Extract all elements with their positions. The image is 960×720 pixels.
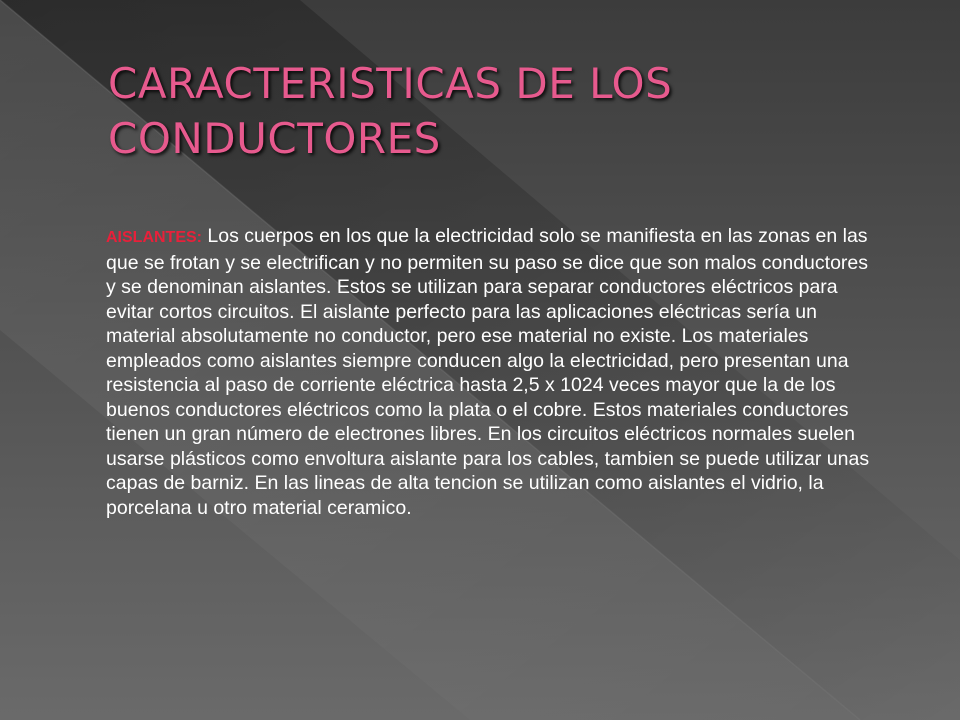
slide-body — [106, 224, 876, 520]
body-paragraph: Los cuerpos en los que la electricidad solo se manifiesta en las zonas en las que se frotan y se electrifican y no permiten su paso se dice que son malos conductores y se denominan aislantes. Estos se utilizan para separar conductores eléctricos para evitar cortos circuitos. El aislante perfecto para las aplicaciones eléctricas sería un material absolutamente no conductor, pero ese material no existe. Los materiales empleados como aislantes siempre conducen algo la electricidad, pero presentan una resistencia al paso de corriente eléctrica hasta 2,5 x 1024 veces mayor que la de los buenos conductores eléctricos como la plata o el cobre. Estos materiales conductores tienen un gran número de electrones libres. En los circuitos eléctricos normales suelen usarse plásticos como envoltura aislante para los cables, tambien se puede utilizar unas capas de barniz. En las lineas de alta tencion se utilizan como aislantes el vidrio, la porcelana u otro material ceramico. — [106, 225, 870, 519]
body-label: AISLANTES: — [106, 229, 202, 246]
slide-title: CARACTERISTICAS DE LOS CONDUCTORES — [108, 59, 673, 163]
